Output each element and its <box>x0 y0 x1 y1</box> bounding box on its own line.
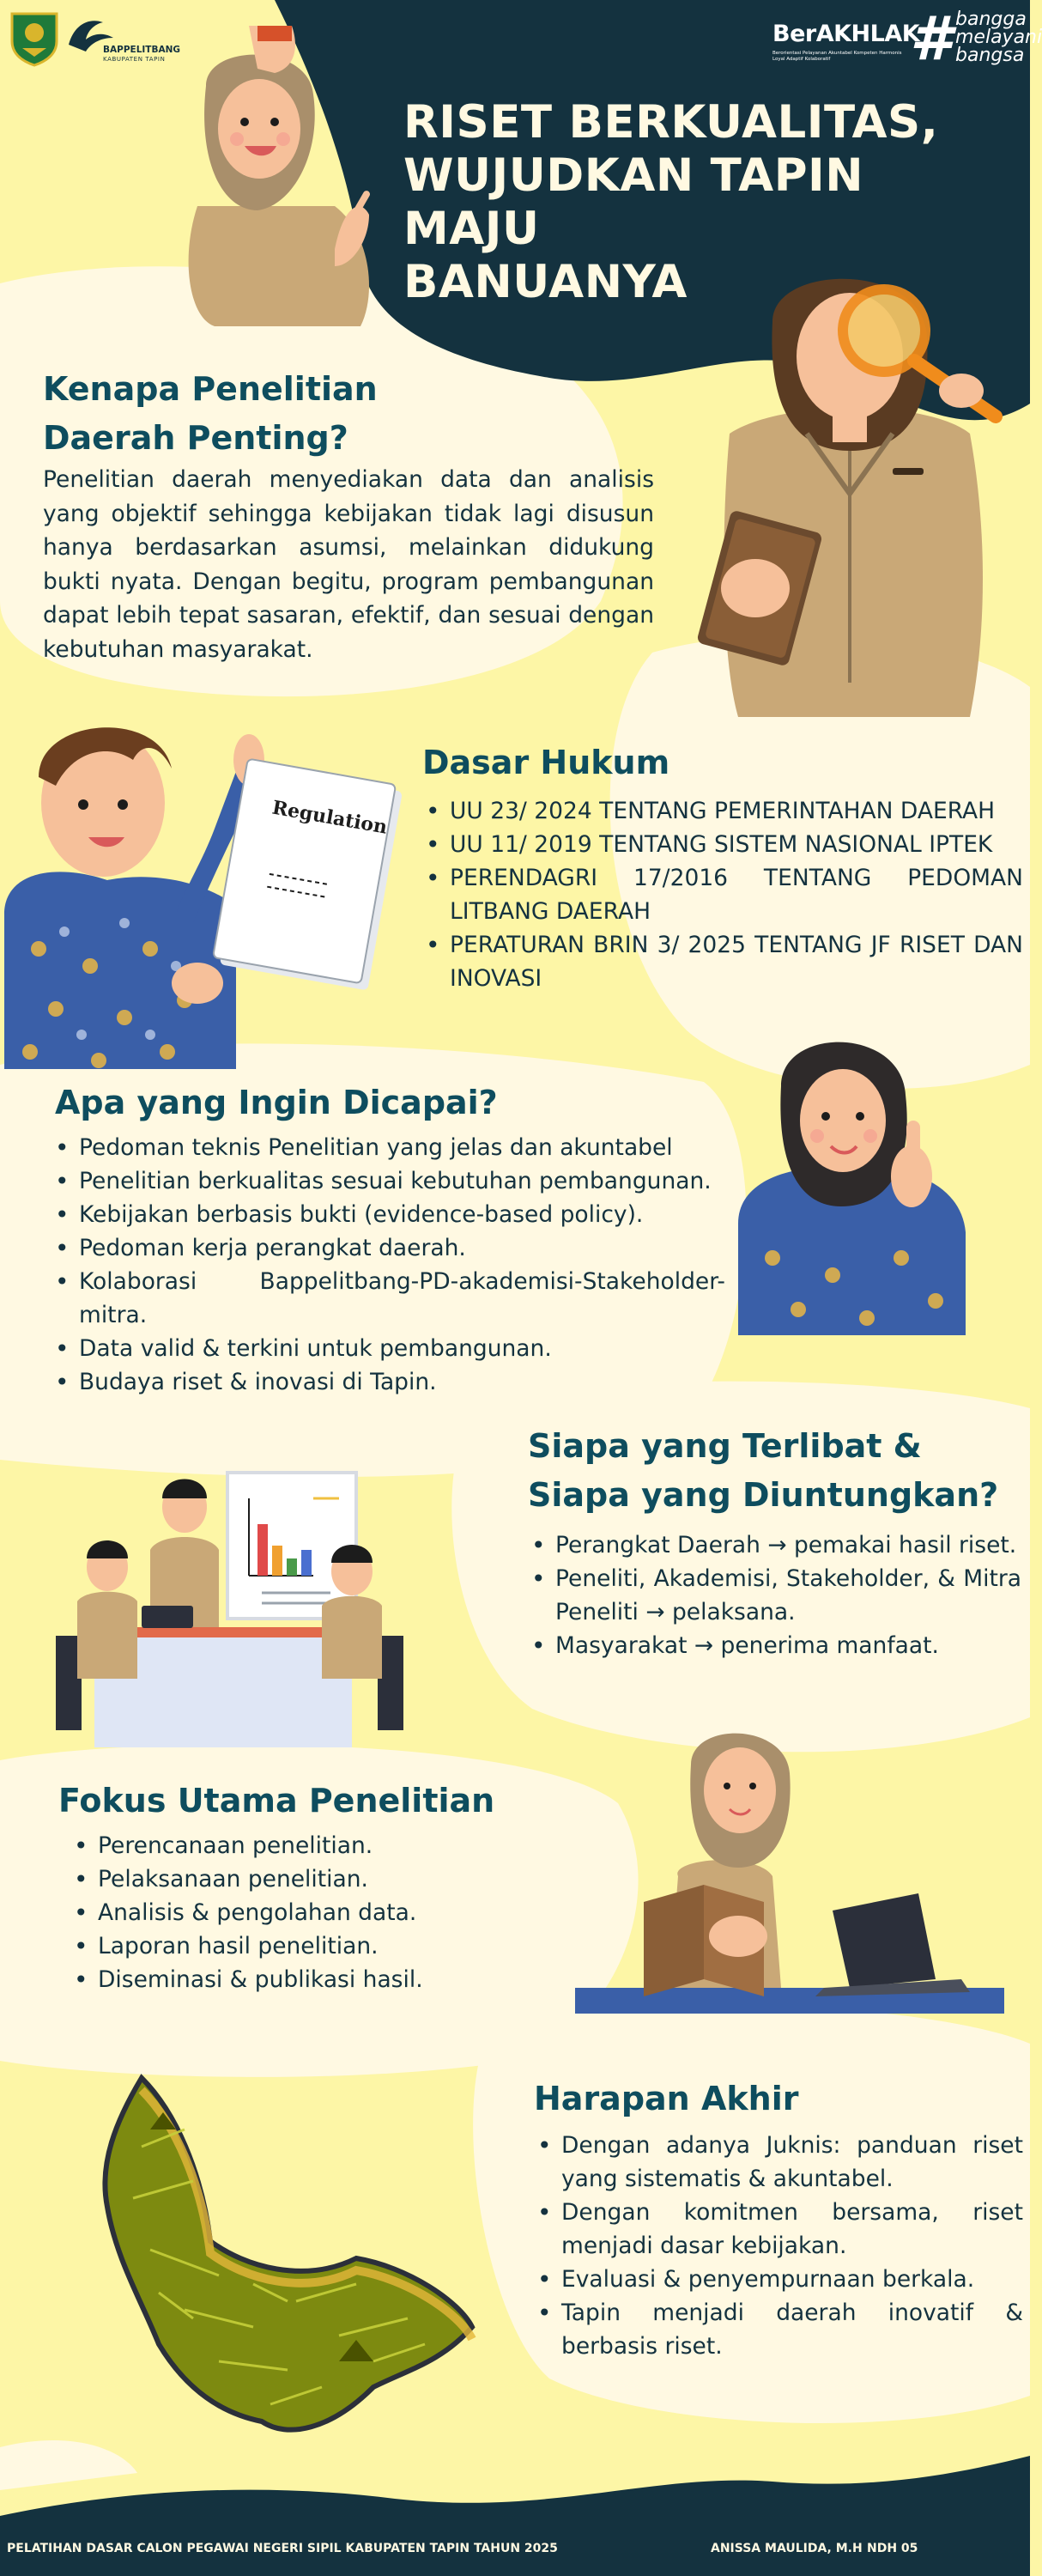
list-item: • Dengan adanya Juknis: panduan riset yang sistematis & akuntabel. <box>534 2129 1023 2196</box>
section-dicapai-title: Apa yang Ingin Dicapai? <box>55 1084 498 1121</box>
list-item: • Evaluasi & penyempurnaan berkala. <box>534 2263 1023 2296</box>
section-dasar-hukum-title: Dasar Hukum <box>422 744 670 781</box>
harapan-list <box>534 2129 1023 2363</box>
list-item: • Kebijakan berbasis bukti (evidence-based policy). <box>51 1198 725 1231</box>
footer-code: NDH 05 <box>867 2542 918 2555</box>
page-title <box>403 96 1004 309</box>
bangga-line-2: melayani <box>955 27 1042 48</box>
dicapai-list <box>51 1131 725 1399</box>
list-item: • Analisis & pengolahan data. <box>70 1896 573 1929</box>
section-kenapa <box>43 365 654 666</box>
regional-emblem-icon <box>7 7 62 67</box>
section-fokus <box>58 1777 573 1996</box>
section-kenapa-body: Penelitian daerah menyediakan data dan analisis yang objektif sehingga kebijakan tidak lagi disusun hanya berdasarkan asumsi, melainkan didukung bukti nyata. Dengan begitu, program pembangunan dapat lebih tepat sasaran, efektif, dan sesuai dengan kebutuhan masyarakat. <box>43 466 654 663</box>
bangga-melayani-bangsa <box>955 10 1042 64</box>
list-item: • Dengan komitmen bersama, riset menjadi dasar kebijakan. <box>534 2196 1023 2263</box>
logo-name: BAPPELITBANG <box>103 45 180 55</box>
list-item: • Pelaksanaan penelitian. <box>70 1862 573 1896</box>
list-item: • Perencanaan penelitian. <box>70 1829 573 1862</box>
list-item: • Kolaborasi Bappelitbang-PD-akademisi-Stakeholder-mitra. <box>51 1265 725 1332</box>
berakhlak-wordmark: BerAKHLAK <box>772 21 920 47</box>
hijab-woman-peeking-illustration <box>163 34 395 326</box>
section-kenapa-title: Kenapa Penelitian Daerah Penting? <box>43 370 378 457</box>
list-item: • UU 11/ 2019 TENTANG SISTEM NASIONAL IPTEK <box>422 828 1023 861</box>
list-item: • Tapin menjadi daerah inovatif & berbasis riset. <box>534 2296 1023 2363</box>
map-tapin-icon <box>82 2044 485 2439</box>
bappelitbang-logo <box>65 10 194 64</box>
terlibat-list <box>528 1528 1021 1662</box>
list-item: • PERATURAN BRIN 3/ 2025 TENTANG JF RISET DAN INOVASI <box>422 928 1023 995</box>
woman-with-magnifier-illustration <box>687 270 1017 717</box>
laptop-icon <box>815 1893 970 1996</box>
footer-event: PELATIHAN DASAR CALON PEGAWAI NEGERI SIPIL KABUPATEN TAPIN TAHUN 2025 <box>7 2542 558 2555</box>
footer-author: ANISSA MAULIDA, M.H <box>711 2542 863 2555</box>
man-with-regulation-illustration <box>4 708 408 1069</box>
list-item: • Penelitian berkualitas sesuai kebutuhan pembangunan. <box>51 1164 725 1198</box>
list-item: • Laporan hasil penelitian. <box>70 1929 573 1963</box>
meeting-whiteboard-illustration <box>56 1464 425 1747</box>
list-item: • Pedoman teknis Penelitian yang jelas dan akuntabel <box>51 1131 725 1164</box>
bangga-line-3: bangsa <box>955 45 1025 66</box>
hash-mark: # <box>910 3 952 74</box>
title-line-1: RISET BERKUALITAS, <box>403 96 939 149</box>
dasar-hukum-list <box>422 794 1023 995</box>
berakhlak-tagline: Berorientasi Pelayanan Akuntabel Kompeten Harmonis Loyal Adaptif Kolaboratif <box>772 51 902 62</box>
list-item: • Peneliti, Akademisi, Stakeholder, & Mitra Peneliti → pelaksana. <box>528 1562 1021 1629</box>
title-line-2: WUJUDKAN TAPIN MAJU <box>403 149 864 255</box>
section-dicapai <box>51 1078 725 1399</box>
section-fokus-title: Fokus Utama Penelitian <box>58 1782 495 1820</box>
list-item: • Pedoman kerja perangkat daerah. <box>51 1231 725 1265</box>
section-harapan-title: Harapan Akhir <box>534 2080 799 2117</box>
list-item: • Masyarakat → penerima manfaat. <box>528 1629 1021 1662</box>
regulation-paper-label: Regulation <box>270 796 390 839</box>
list-item: • Budaya riset & inovasi di Tapin. <box>51 1365 725 1399</box>
section-terlibat-title: Siapa yang Terlibat & Siapa yang Diuntungkan? <box>528 1427 999 1514</box>
list-item: • Data valid & terkini untuk pembangunan. <box>51 1332 725 1365</box>
section-dasar-hukum <box>422 738 1023 995</box>
woman-reading-illustration <box>575 1730 1004 2014</box>
regulation-paper-icon <box>213 759 403 991</box>
hijab-woman-thumbsup-illustration <box>730 1035 978 1335</box>
title-line-3: BANUANYA <box>403 256 688 308</box>
berakhlak-brand <box>772 3 1042 74</box>
section-terlibat <box>528 1422 1021 1662</box>
fokus-list <box>70 1829 573 1996</box>
section-harapan <box>534 2075 1023 2363</box>
list-item: • UU 23/ 2024 TENTANG PEMERINTAHAN DAERAH <box>422 794 1023 828</box>
list-item: • Perangkat Daerah → pemakai hasil riset. <box>528 1528 1021 1562</box>
list-item: • PERENDAGRI 17/2016 TENTANG PEDOMAN LITBANG DAERAH <box>422 861 1023 928</box>
list-item: • Diseminasi & publikasi hasil. <box>70 1963 573 1996</box>
logo-sub: KABUPATEN TAPIN <box>103 56 166 63</box>
bangga-line-1: bangga <box>955 9 1027 30</box>
